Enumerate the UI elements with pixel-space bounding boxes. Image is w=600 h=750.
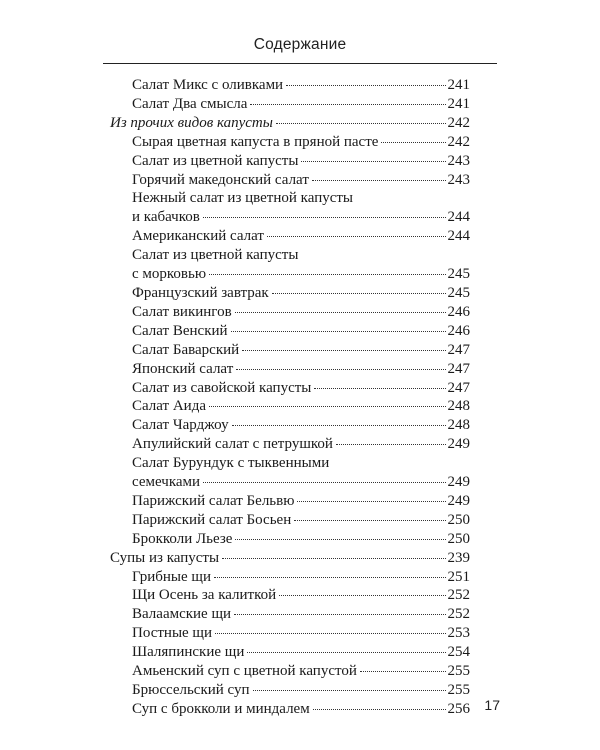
toc-entry-page: 249 [447, 474, 470, 491]
toc-entry-title: и кабачков [132, 209, 200, 226]
toc-entry-title: Салат Венский [132, 322, 228, 339]
toc-entry-page: 247 [447, 341, 470, 358]
toc-entry-page: 245 [447, 266, 470, 283]
toc-entry [110, 643, 470, 662]
toc-entry-title: Брокколи Льезе [132, 530, 233, 547]
toc-entry [110, 303, 470, 322]
toc-entry [110, 492, 470, 511]
toc-entry-page: 253 [447, 625, 470, 642]
toc-entry [110, 95, 470, 114]
dot-leader [203, 482, 445, 483]
toc-entry-page: 250 [447, 530, 470, 547]
toc-entry-page: 256 [447, 700, 470, 717]
toc-entry-page: 251 [447, 568, 470, 585]
toc-entry-title-line: Нежный салат из цветной капусты [132, 190, 354, 207]
toc-entry [110, 360, 470, 379]
toc-entry-title: Японский салат [132, 360, 234, 377]
dot-leader [313, 709, 446, 710]
dot-leader [314, 388, 445, 389]
dot-leader [247, 652, 445, 653]
toc-entry-title: Щи Осень за калиткой [132, 587, 277, 604]
dot-leader [214, 577, 446, 578]
dot-leader [209, 274, 445, 275]
toc-entry [110, 246, 470, 284]
toc-entry [110, 454, 470, 492]
toc-entry [110, 133, 470, 152]
toc-entry [110, 189, 470, 227]
toc-entry-page: 245 [447, 284, 470, 301]
dot-leader [235, 312, 446, 313]
toc-entry-title: Шаляпинские щи [132, 644, 245, 661]
dot-leader [360, 671, 446, 672]
toc-entry-title-line: Салат Бурундук с тыквенными [132, 455, 330, 472]
toc-entry-page: 241 [447, 77, 470, 93]
toc-entry [110, 76, 470, 95]
dot-leader [297, 501, 445, 502]
toc-entry [110, 586, 470, 605]
toc-section-entry [110, 114, 470, 133]
toc-entry-title: Амьенский суп с цветной капустой [132, 663, 357, 680]
toc-entry-page: 239 [447, 549, 470, 566]
toc-entry-page: 250 [447, 511, 470, 528]
toc-entry-title: Супы из капусты [110, 549, 220, 566]
dot-leader [279, 595, 445, 596]
dot-leader [253, 690, 446, 691]
toc-entry-title-line: Салат из цветной капусты [132, 247, 299, 264]
dot-leader [276, 123, 446, 124]
toc-entry [110, 397, 470, 416]
toc-entry-page: 244 [447, 228, 470, 245]
toc-entry-page: 244 [447, 209, 470, 226]
toc-entry [110, 379, 470, 398]
toc-entry-page: 248 [447, 417, 470, 434]
toc-entry-title: Апулийский салат с петрушкой [132, 436, 333, 453]
toc-entry-page: 243 [447, 152, 470, 169]
toc-entry-title: Парижский салат Босьен [132, 511, 292, 528]
toc-section-entry [110, 549, 470, 568]
toc-entry-title: Салат Два смысла [132, 95, 248, 112]
toc-entry-page: 255 [447, 682, 470, 698]
toc-entry-title: Суп с брокколи и миндалем [132, 700, 310, 717]
toc-entry-page: 249 [447, 492, 470, 509]
dot-leader [232, 425, 446, 426]
toc-entry-title: Салат викингов [132, 303, 232, 320]
toc-entry [110, 435, 470, 454]
toc-entry-page: 246 [447, 303, 470, 320]
toc-entry-title: Постные щи [132, 625, 213, 642]
toc-entry-title: с морковью [132, 266, 207, 283]
dot-leader [250, 104, 445, 105]
toc-entry [110, 322, 470, 341]
toc-entry-title: Салат из цветной капусты [132, 152, 299, 169]
toc-entry-page: 241 [447, 95, 470, 112]
table-of-contents [110, 76, 470, 719]
toc-entry-title: Парижский салат Бельвю [132, 492, 295, 509]
toc-entry-page: 247 [447, 379, 470, 396]
toc-entry-title: Салат Чарджоу [132, 417, 229, 434]
toc-entry-title: Из прочих видов капусты [110, 114, 273, 131]
toc-entry-page: 252 [447, 606, 470, 623]
toc-entry-page: 255 [447, 663, 470, 680]
toc-entry-title: семечками [132, 474, 201, 491]
dot-leader [215, 633, 445, 634]
toc-entry [110, 152, 470, 171]
toc-entry [110, 227, 470, 246]
toc-entry-title: Грибные щи [132, 568, 211, 585]
toc-entry-title: Брюссельский суп [132, 682, 250, 698]
toc-entry [110, 624, 470, 643]
dot-leader [235, 539, 445, 540]
toc-entry [110, 605, 470, 624]
toc-entry [110, 284, 470, 303]
dot-leader [231, 331, 446, 332]
dot-leader [301, 161, 445, 162]
dot-leader [312, 180, 446, 181]
toc-entry [110, 511, 470, 530]
dot-leader [294, 520, 445, 521]
dot-leader [272, 293, 446, 294]
toc-entry-page: 252 [447, 587, 470, 604]
toc-entry-page: 243 [447, 171, 470, 188]
dot-leader [336, 444, 446, 445]
toc-entry-page: 247 [447, 360, 470, 377]
header-rule [103, 63, 497, 64]
toc-entry-title: Французский завтрак [132, 284, 269, 301]
toc-entry-page: 254 [447, 644, 470, 661]
dot-leader [236, 369, 445, 370]
toc-entry [110, 530, 470, 549]
toc-entry-title: Валаамские щи [132, 606, 232, 623]
toc-entry-page: 242 [447, 133, 470, 150]
toc-entry [110, 700, 470, 719]
running-header-title: Содержание [253, 36, 347, 53]
toc-entry [110, 171, 470, 190]
toc-entry [110, 681, 470, 700]
page-number: 17 [484, 697, 500, 713]
toc-entry-page: 248 [447, 398, 470, 415]
dot-leader [267, 236, 446, 237]
dot-leader [203, 217, 446, 218]
dot-leader [242, 350, 445, 351]
toc-entry-page: 242 [447, 114, 470, 131]
dot-leader [234, 614, 445, 615]
dot-leader [209, 406, 445, 407]
toc-entry-title: Горячий македонский салат [132, 171, 309, 188]
toc-entry [110, 416, 470, 435]
toc-entry-title: Сырая цветная капуста в пряной пасте [132, 133, 379, 150]
toc-entry [110, 341, 470, 360]
dot-leader [222, 558, 445, 559]
dot-leader [381, 142, 445, 143]
dot-leader [286, 85, 445, 86]
toc-entry [110, 568, 470, 587]
toc-entry [110, 662, 470, 681]
toc-entry-page: 249 [447, 436, 470, 453]
toc-entry-title: Салат Аида [132, 398, 207, 415]
toc-entry-page: 246 [447, 322, 470, 339]
toc-entry-title: Американский салат [132, 228, 264, 245]
toc-entry-title: Салат Баварский [132, 341, 240, 358]
toc-entry-title: Салат из савойской капусты [132, 379, 312, 396]
toc-entry-title: Салат Микс с оливками [132, 77, 284, 93]
